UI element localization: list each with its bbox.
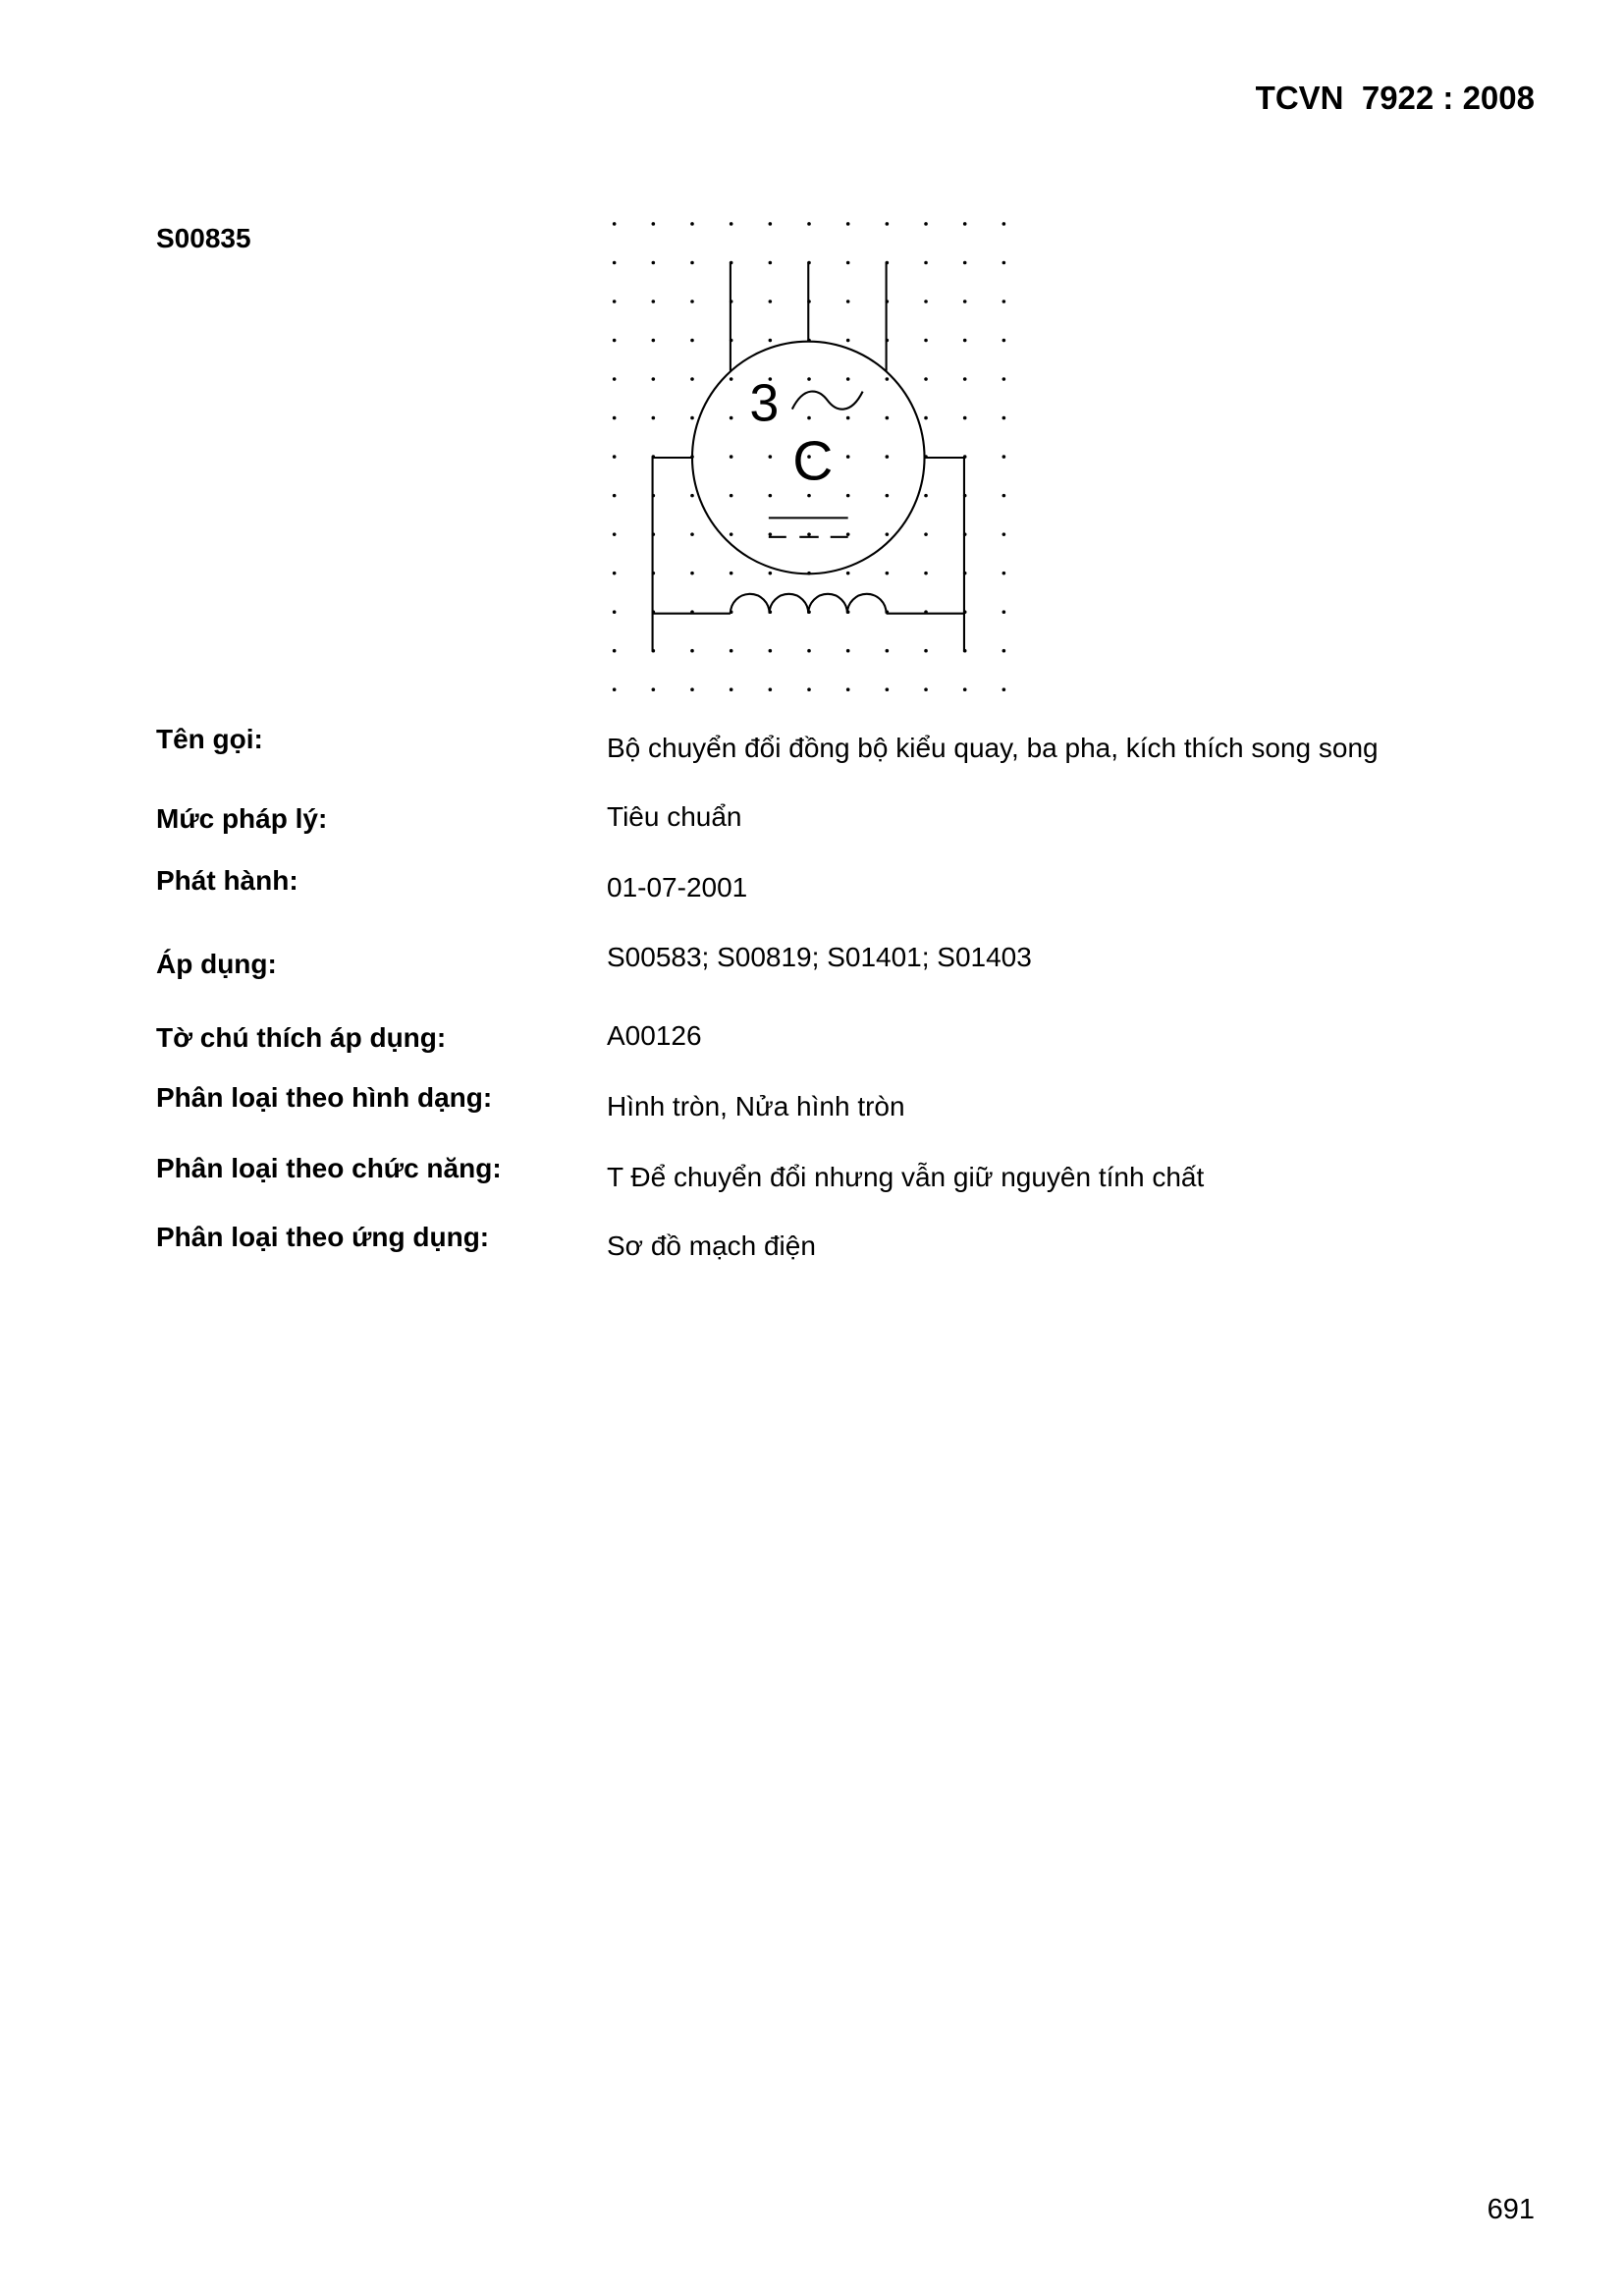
grid-dot: [963, 261, 967, 265]
grid-dot: [730, 687, 733, 691]
grid-dot: [690, 416, 694, 420]
field-value-function-class: T Để chuyển đổi nhưng vẫn giữ nguyên tính chất: [607, 1162, 1205, 1192]
grid-dot: [924, 300, 928, 303]
grid-dot: [730, 455, 733, 459]
grid-dot: [846, 222, 850, 226]
grid-dot: [652, 300, 656, 303]
grid-dot: [963, 222, 967, 226]
grid-dot: [613, 455, 617, 459]
grid-dot: [690, 572, 694, 575]
grid-dot: [652, 416, 656, 420]
grid-dot: [613, 532, 617, 536]
excitation-coil: [731, 594, 887, 614]
phase-count-label: 3: [749, 373, 780, 433]
grid-dot: [924, 261, 928, 265]
field-label-function-class: Phân loại theo chức năng:: [156, 1153, 502, 1183]
grid-dot: [769, 494, 773, 498]
grid-dot: [1002, 339, 1006, 343]
grid-dot: [690, 687, 694, 691]
grid-dot: [963, 687, 967, 691]
grid-dot: [924, 494, 928, 498]
converter-letter-label: C: [792, 430, 834, 493]
grid-dot: [924, 532, 928, 536]
grid-dot: [807, 687, 811, 691]
grid-dot: [924, 377, 928, 381]
grid-dot: [1002, 687, 1006, 691]
grid-dot: [613, 300, 617, 303]
field-value-applies: S00583; S00819; S01401; S01403: [607, 942, 1032, 972]
grid-dot: [613, 610, 617, 614]
grid-dot: [769, 222, 773, 226]
grid-dot: [613, 222, 617, 226]
grid-dot: [886, 532, 890, 536]
grid-dot: [730, 377, 733, 381]
grid-dot: [963, 339, 967, 343]
grid-dot: [690, 261, 694, 265]
grid-dot: [846, 416, 850, 420]
grid-dot: [846, 494, 850, 498]
grid-dot: [963, 377, 967, 381]
grid-dot: [652, 261, 656, 265]
grid-dot: [690, 532, 694, 536]
grid-dot: [652, 687, 656, 691]
grid-dot: [769, 532, 773, 536]
grid-dot: [613, 377, 617, 381]
grid-dot: [690, 339, 694, 343]
grid-dot: [846, 300, 850, 303]
grid-dot: [652, 222, 656, 226]
grid-dot: [769, 261, 773, 265]
grid-dot: [769, 572, 773, 575]
grid-dot: [613, 339, 617, 343]
grid-dot: [1002, 532, 1006, 536]
field-label-shape-class: Phân loại theo hình dạng:: [156, 1082, 493, 1113]
grid-dot: [1002, 377, 1006, 381]
grid-dot: [807, 532, 811, 536]
grid-dot: [886, 494, 890, 498]
grid-dot: [924, 416, 928, 420]
grid-dot: [807, 377, 811, 381]
grid-dot: [769, 300, 773, 303]
grid-dot: [1002, 572, 1006, 575]
grid-dot: [1002, 455, 1006, 459]
grid-dot: [613, 572, 617, 575]
grid-dot: [924, 687, 928, 691]
field-label-application-class: Phân loại theo ứng dụng:: [156, 1222, 490, 1252]
grid-dot: [690, 300, 694, 303]
field-value-application-class: Sơ đồ mạch điện: [607, 1230, 816, 1261]
grid-dot: [846, 377, 850, 381]
grid-dot: [886, 377, 890, 381]
grid-dot: [1002, 416, 1006, 420]
grid-dot: [846, 649, 850, 653]
grid-dot: [846, 687, 850, 691]
grid-dot: [690, 649, 694, 653]
grid-dot: [846, 532, 850, 536]
grid-dot: [807, 649, 811, 653]
grid-dot: [846, 572, 850, 575]
grid-dot: [1002, 261, 1006, 265]
symbol-diagram: [589, 206, 1044, 706]
grid-dot: [846, 455, 850, 459]
grid-dot: [613, 261, 617, 265]
grid-dot: [924, 339, 928, 343]
grid-dot: [807, 494, 811, 498]
grid-dot: [613, 416, 617, 420]
grid-dot: [924, 649, 928, 653]
grid-dot: [963, 300, 967, 303]
grid-dot: [1002, 222, 1006, 226]
grid-dot: [886, 687, 890, 691]
grid-dot: [924, 572, 928, 575]
grid-dot: [924, 222, 928, 226]
field-label-applies: Áp dụng:: [156, 949, 277, 979]
grid-dot: [886, 455, 890, 459]
grid-dot: [730, 222, 733, 226]
left-excitation-lead: [653, 458, 692, 652]
grid-dot: [1002, 494, 1006, 498]
grid-dot: [730, 416, 733, 420]
right-excitation-lead: [925, 458, 964, 652]
grid-dot: [690, 494, 694, 498]
grid-dot: [730, 649, 733, 653]
grid-dot: [769, 455, 773, 459]
field-value-annotation-sheet: A00126: [607, 1020, 702, 1051]
symbol-code: S00835: [156, 223, 251, 253]
field-label-legal-level: Mức pháp lý:: [156, 803, 328, 834]
grid-dot: [730, 572, 733, 575]
field-value-legal-level: Tiêu chuẩn: [607, 801, 742, 832]
grid-dot: [807, 416, 811, 420]
field-value-shape-class: Hình tròn, Nửa hình tròn: [607, 1091, 905, 1121]
grid-dot: [1002, 610, 1006, 614]
grid-dot: [807, 222, 811, 226]
grid-dot: [963, 416, 967, 420]
ac-tilde-symbol: [792, 392, 863, 410]
grid-dot: [886, 416, 890, 420]
grid-dot: [886, 572, 890, 575]
grid-dot: [613, 494, 617, 498]
field-label-annotation-sheet: Tờ chú thích áp dụng:: [156, 1022, 447, 1053]
grid-dot: [652, 339, 656, 343]
page-number: 691: [1487, 2194, 1535, 2225]
grid-dot: [690, 377, 694, 381]
grid-dot: [769, 687, 773, 691]
grid-dot: [613, 649, 617, 653]
field-value-name: Bộ chuyển đổi đồng bộ kiểu quay, ba pha, kích thích song song: [607, 733, 1379, 763]
grid-dot: [1002, 300, 1006, 303]
field-value-issued: 01-07-2001: [607, 872, 748, 902]
standard-header: TCVN 7922 : 2008: [1255, 80, 1535, 116]
grid-dot: [886, 222, 890, 226]
grid-dot: [769, 339, 773, 343]
grid-dot: [846, 339, 850, 343]
grid-dot: [769, 649, 773, 653]
grid-dot: [652, 377, 656, 381]
grid-dot: [690, 222, 694, 226]
grid-dot: [613, 687, 617, 691]
grid-dot: [730, 494, 733, 498]
grid-dot: [730, 532, 733, 536]
field-label-name: Tên gọi:: [156, 724, 263, 754]
grid-dot: [886, 649, 890, 653]
grid-dot: [846, 261, 850, 265]
field-label-issued: Phát hành:: [156, 865, 298, 896]
grid-dot: [1002, 649, 1006, 653]
